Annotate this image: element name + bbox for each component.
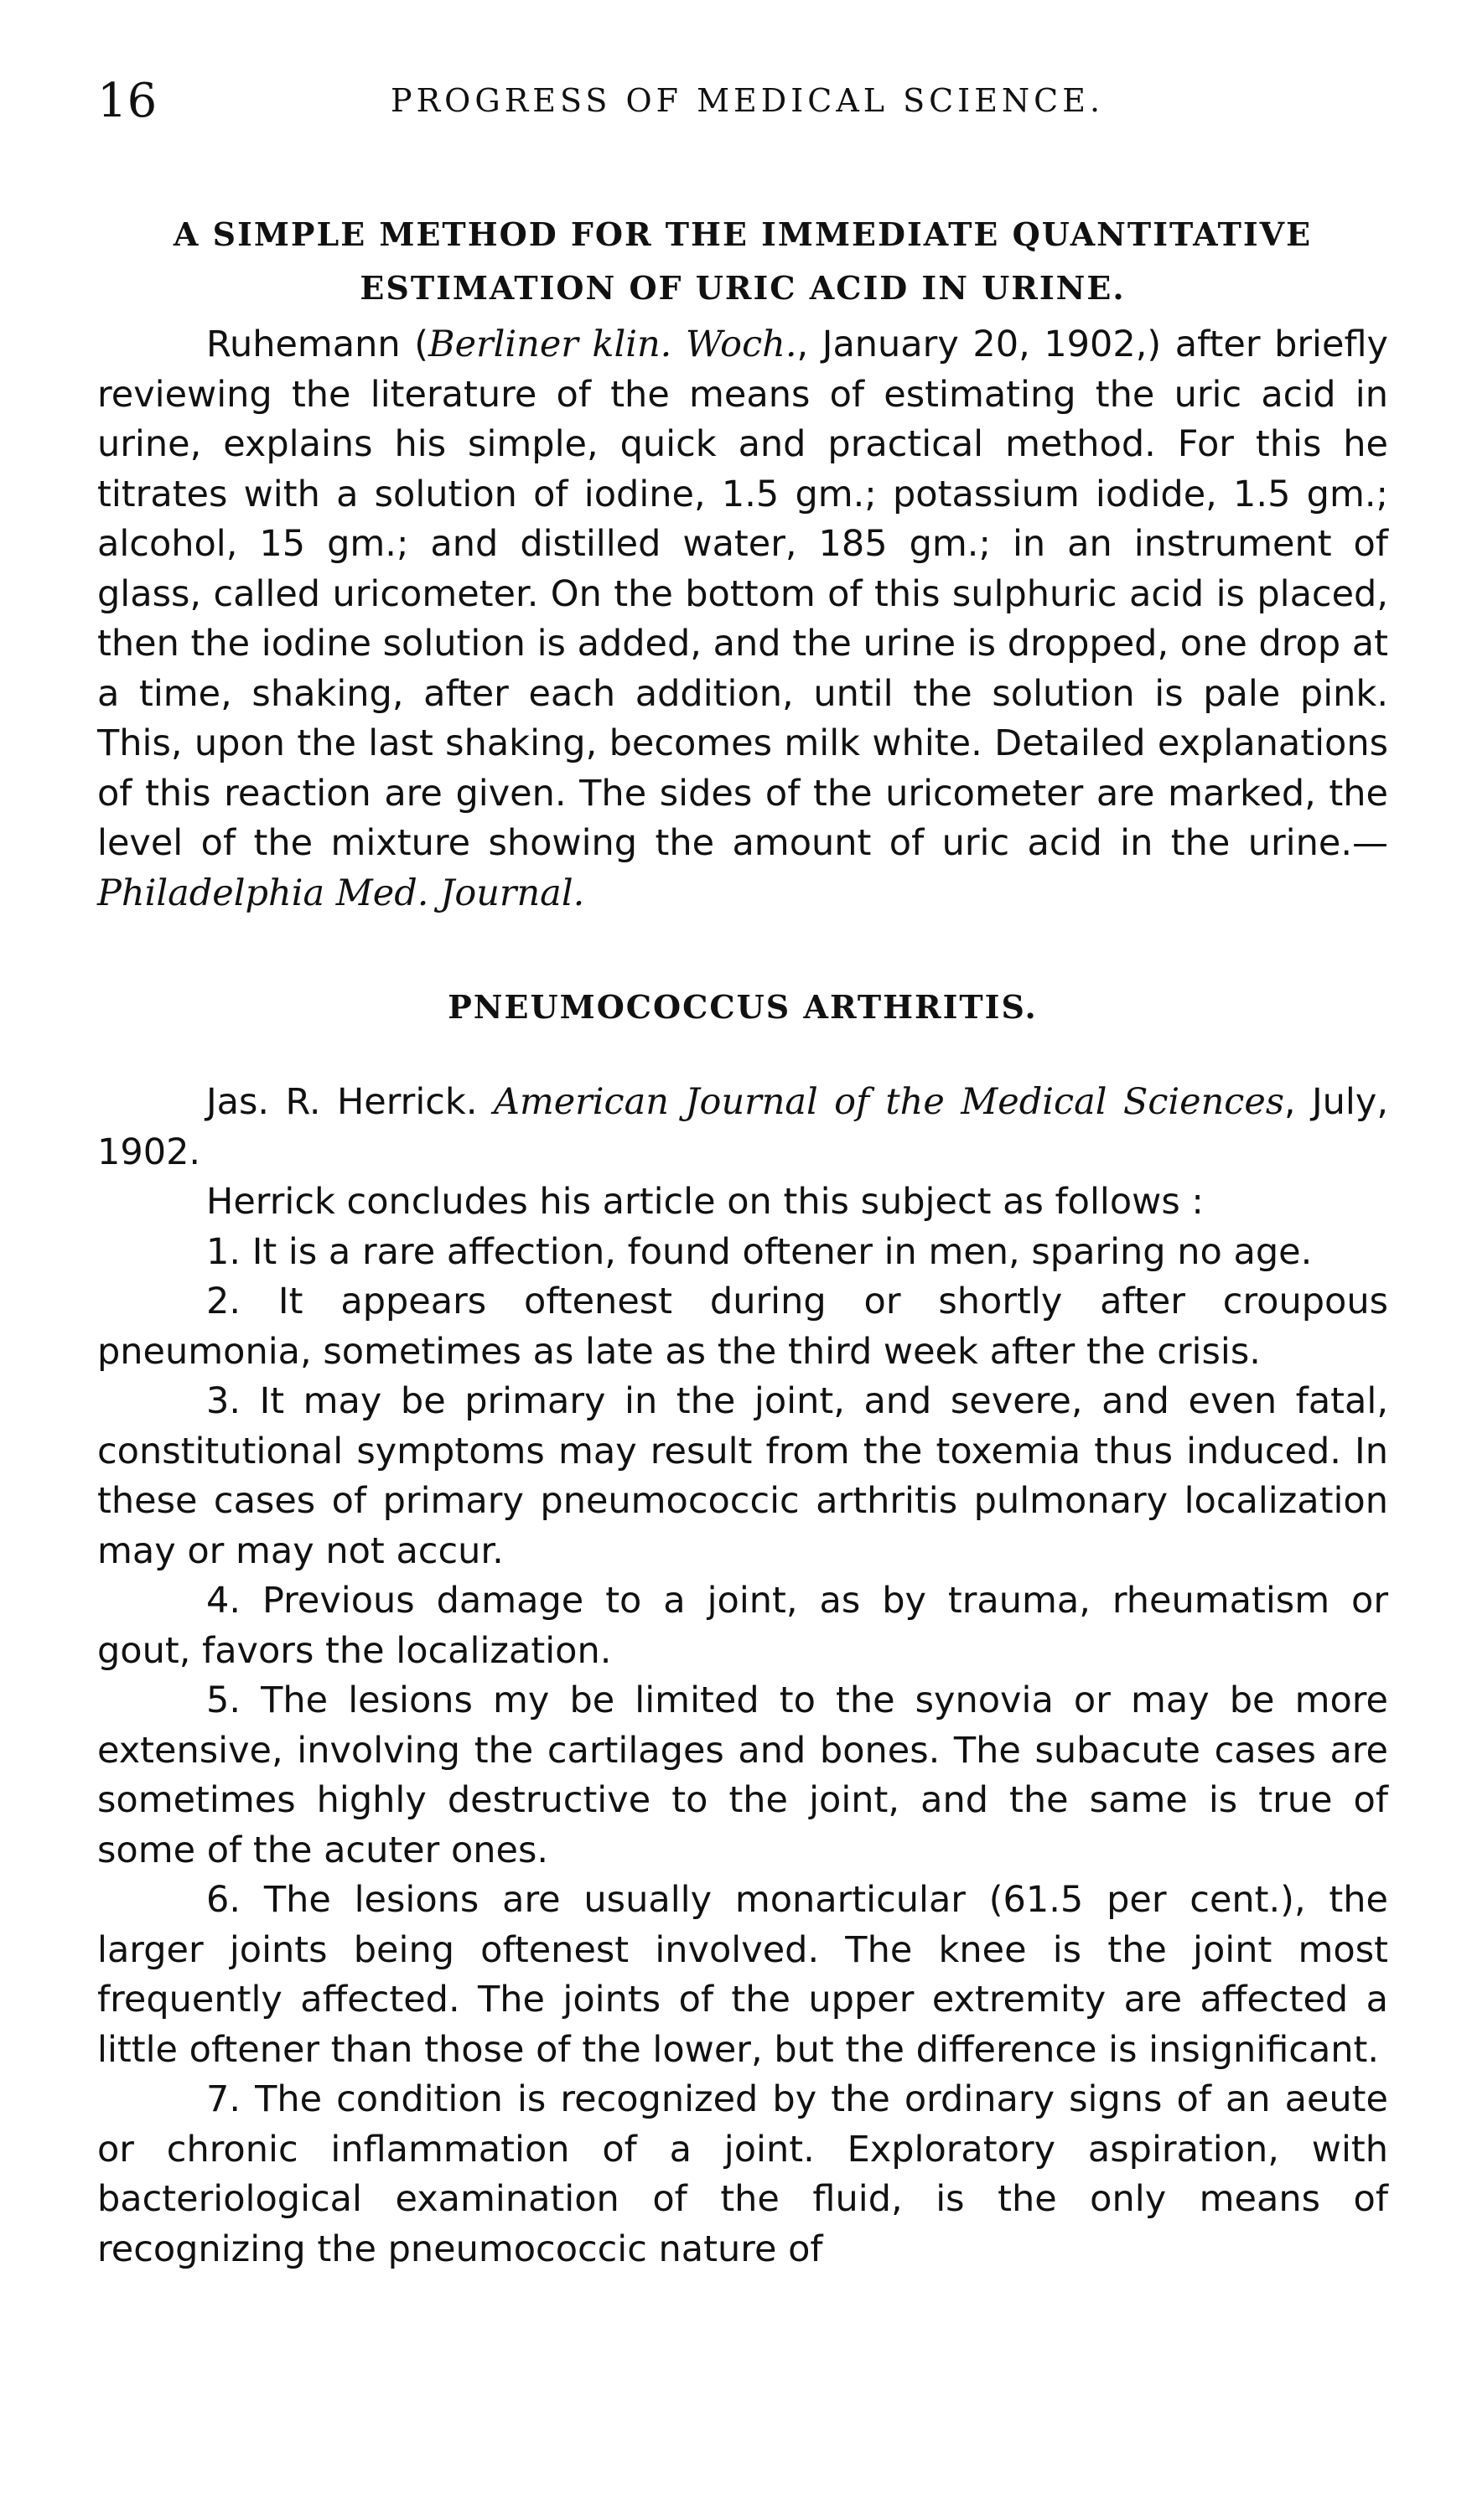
article-1-body: [97, 320, 1388, 918]
numbered-point: 3. It may be primary in the joint, and severe, and even fatal, constitutional symptoms may result from the toxemia thus induced. In these cases of primary pneumococcic arthritis pulmonary localization may or may not accur.: [97, 1380, 1388, 1572]
running-head: [97, 74, 1388, 149]
article-1-source: Berliner klin. Woch.: [428, 323, 797, 365]
article-1-title: A SIMPLE METHOD FOR THE IMMEDIATE QUANTITATIVE ESTIMATION OF URIC ACID IN URINE.: [173, 215, 1313, 307]
numbered-point: 5. The lesions my be limited to the synovia or may be more extensive, involving the cartilages and bones. The subacute cases are sometimes highly destructive to the joint, and the same is true of some of the acuter ones.: [97, 1679, 1388, 1871]
article-2-title: PNEUMOCOCCUS ARTHRITIS.: [448, 988, 1038, 1026]
numbered-point: 6. The lesions are usually monarticular (61.5 per cent.), the larger joints being oftenest involved. The knee is the joint most frequently affected. The joints of the upper extremity are affected a little oftener than those of the lower, but the difference is insignificant.: [97, 1879, 1388, 2071]
article-1-author: Ruhemann (: [206, 323, 429, 365]
numbered-point: 2. It appears oftenest during or shortly after croupous pneumonia, sometimes as late as the third week after the crisis.: [97, 1281, 1388, 1373]
running-title: PROGRESS OF MEDICAL SCIENCE.: [391, 82, 1105, 119]
page-number: 16: [97, 74, 158, 128]
numbered-point: 7. The condition is recognized by the ordinary signs of an aeute or chronic inflammation of a joint. Exploratory aspiration, with bacteriological examination of the fluid, is the only means of recognizing the pneumococcic nature of: [97, 2078, 1388, 2270]
article-2-citation: [97, 1078, 1388, 1177]
numbered-point: 1. It is a rare affection, found oftener in men, sparing no age.: [206, 1230, 1313, 1273]
document-page: [97, 74, 1388, 2274]
numbered-point: 4. Previous damage to a joint, as by trauma, rheumatism or gout, favors the localization.: [97, 1580, 1388, 1672]
article-1-journal: Philadelphia Med. Journal.: [97, 872, 585, 914]
article-1-text: , January 20, 1902,) after briefly reviewing the literature of the means of estimating the uric acid in urine, explains his simple, quick and practical method. For this he titrates with a solution of iodine, 1.5 gm.; potassium iodide, 1.5 gm.; alcohol, 15 gm.; and distilled water, 185 gm.; in an instrument of glass, called uricometer. On the bottom of this sulphuric acid is placed, then the iodine solution is added, and the urine is dropped, one drop at a time, shaking, after each addition, until the solution is pale pink. This, upon the last shaking, becomes milk white. Detailed explanations of this reaction are given. The sides of the uricometer are marked, the level of the mixture showing the amount of uric acid in the urine.—: [97, 323, 1388, 864]
citation-date: , July, 1902.: [97, 1081, 1388, 1173]
article-2-intro: Herrick concludes his article on this subject as follows :: [206, 1181, 1204, 1223]
citation-journal: American Journal of the Medical Sciences: [493, 1081, 1284, 1123]
citation-author: Jas. R. Herrick.: [206, 1081, 494, 1123]
